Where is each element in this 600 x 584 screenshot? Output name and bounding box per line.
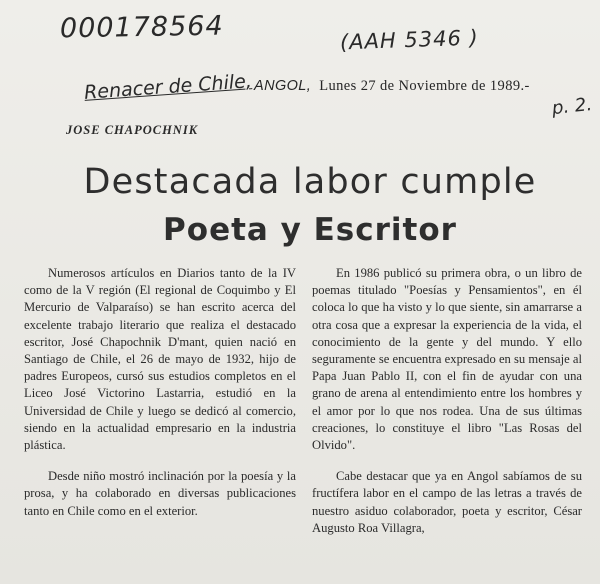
article-paragraph: En 1986 publicó su primera obra, o un libro de poemas titulado "Poesías y Pensamientos", en él coloca lo que ha visto y lo que siente, sin amarrarse a otra cosa que a expresar la experiencia de la vida, el conocimiento de la gente y del mundo. Y ello seguramente se encuentra expresado en su mensaje al Papa Juan Pablo II, con el fin de ayudar con una grano de arena al entendimiento entre los hombres y el amor por lo que nos rodea. Una de sus últimas creaciones, lo constituye el libro "Las Rosas del Olvido". (312, 266, 582, 453)
article-column-left (24, 265, 296, 520)
headline-line-1: Destacada labor cumple (83, 162, 537, 202)
handwritten-accession-number: 000178564 (59, 10, 224, 45)
article-paragraph: Cabe destacar que ya en Angol sabíamos de su fructífera labor en el campo de las letras a través de nuestro asiduo colaborador, poeta y escritor, César Augusto Roa Villagra, (312, 469, 582, 535)
headline-line-2: Poeta y Escritor (163, 212, 457, 248)
dateline-city: ANGOL, (254, 78, 312, 94)
handwritten-archive-code: (AAH 5346 ) (339, 25, 480, 55)
author-byline: JOSE CHAPOCHNIK (66, 123, 199, 137)
handwritten-source-name: Renacer de Chile, (83, 70, 253, 104)
article-paragraph: Numerosos artículos en Diarios tanto de la IV como de la V región (El regional de Coquimbo y El Mercurio de Valparaíso) se han escrito acerca del excelente trabajo literario que realiza el destacado escritor, José Chapochnik D'mant, quien nació en Santiago de Chile, el 26 de mayo de 1932, hijo de padres Europeos, cursó sus estudios completos en el Liceo José Victorino Lastarria, estudió en la Universidad de Chile y luego se dedicó al comercio, siendo en la actualidad empresario en la industria plástica. (24, 266, 296, 453)
article-paragraph: Desde niño mostró inclinación por la poesía y la prosa, y ha colaborado en diversas publicaciones tanto en Chile como en el exterior. (24, 469, 296, 518)
dateline-date: Lunes 27 de Noviembre de 1989.- (319, 78, 530, 94)
article-column-right (312, 265, 582, 537)
handwritten-page-number: p. 2. (551, 93, 594, 120)
dateline (254, 78, 530, 95)
